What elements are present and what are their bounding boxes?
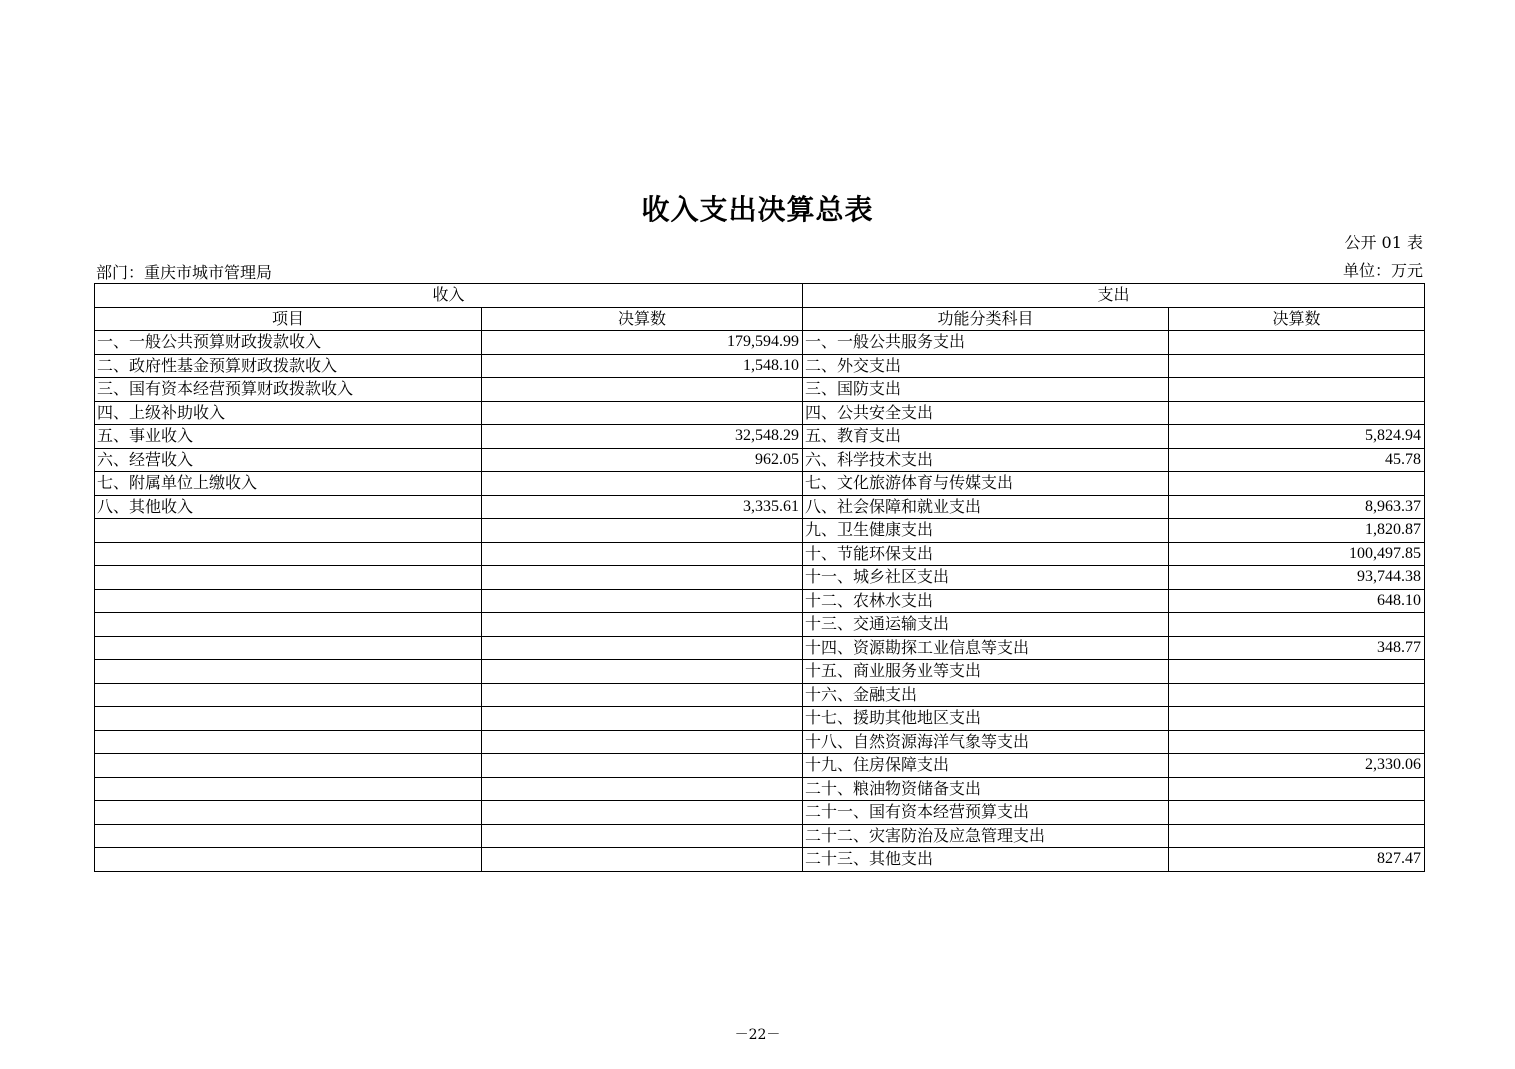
table-row — [95, 331, 1425, 355]
table-row — [95, 495, 1425, 519]
expense-amount-cell — [1169, 730, 1425, 754]
income-amount-cell — [482, 777, 803, 801]
income-amount-cell: 32,548.29 — [482, 425, 803, 449]
income-item-cell — [95, 683, 482, 707]
table-row — [95, 354, 1425, 378]
col-header-amount: 决算数 — [482, 307, 803, 331]
income-amount-cell — [482, 378, 803, 402]
income-item-cell: 八、其他收入 — [95, 495, 482, 519]
expense-item-cell: 二十、粮油物资储备支出 — [803, 777, 1169, 801]
expense-amount-cell: 348.77 — [1169, 636, 1425, 660]
expense-amount-cell — [1169, 683, 1425, 707]
income-amount-cell — [482, 636, 803, 660]
income-item-cell: 二、政府性基金预算财政拨款收入 — [95, 354, 482, 378]
table-row — [95, 401, 1425, 425]
income-amount-cell — [482, 519, 803, 543]
table-row — [95, 519, 1425, 543]
table-row — [95, 566, 1425, 590]
table-row — [95, 472, 1425, 496]
income-group-header: 收入 — [95, 284, 803, 308]
col-header-item: 项目 — [95, 307, 482, 331]
income-item-cell: 四、上级补助收入 — [95, 401, 482, 425]
table-row — [95, 660, 1425, 684]
expense-amount-cell — [1169, 401, 1425, 425]
income-amount-cell — [482, 472, 803, 496]
expense-item-cell: 二十三、其他支出 — [803, 848, 1169, 872]
income-amount-cell: 1,548.10 — [482, 354, 803, 378]
income-amount-cell — [482, 660, 803, 684]
expense-item-cell: 十一、城乡社区支出 — [803, 566, 1169, 590]
expense-item-cell: 五、教育支出 — [803, 425, 1169, 449]
table-row — [95, 636, 1425, 660]
expense-item-cell: 二十一、国有资本经营预算支出 — [803, 801, 1169, 825]
expense-amount-cell: 2,330.06 — [1169, 754, 1425, 778]
expense-item-cell: 三、国防支出 — [803, 378, 1169, 402]
column-header-row — [95, 307, 1425, 331]
expense-item-cell: 十八、自然资源海洋气象等支出 — [803, 730, 1169, 754]
income-item-cell: 六、经营收入 — [95, 448, 482, 472]
table-row — [95, 730, 1425, 754]
income-item-cell — [95, 566, 482, 590]
col-header-amount2: 决算数 — [1169, 307, 1425, 331]
table-row — [95, 425, 1425, 449]
table-row — [95, 683, 1425, 707]
expense-amount-cell — [1169, 354, 1425, 378]
table-row — [95, 824, 1425, 848]
income-amount-cell — [482, 754, 803, 778]
expense-amount-cell — [1169, 801, 1425, 825]
expense-amount-cell — [1169, 660, 1425, 684]
expense-amount-cell: 5,824.94 — [1169, 425, 1425, 449]
expense-item-cell: 十七、援助其他地区支出 — [803, 707, 1169, 731]
col-header-function: 功能分类科目 — [803, 307, 1169, 331]
expense-amount-cell — [1169, 707, 1425, 731]
income-amount-cell — [482, 730, 803, 754]
expense-group-header: 支出 — [803, 284, 1425, 308]
expense-amount-cell — [1169, 378, 1425, 402]
income-amount-cell — [482, 613, 803, 637]
table-row — [95, 589, 1425, 613]
income-amount-cell — [482, 401, 803, 425]
income-amount-cell: 3,335.61 — [482, 495, 803, 519]
expense-item-cell: 二十二、灾害防治及应急管理支出 — [803, 824, 1169, 848]
income-item-cell — [95, 777, 482, 801]
expense-item-cell: 四、公共安全支出 — [803, 401, 1169, 425]
income-amount-cell — [482, 589, 803, 613]
expense-item-cell: 十二、农林水支出 — [803, 589, 1169, 613]
expense-amount-cell: 648.10 — [1169, 589, 1425, 613]
income-item-cell — [95, 730, 482, 754]
expense-item-cell: 九、卫生健康支出 — [803, 519, 1169, 543]
income-amount-cell — [482, 707, 803, 731]
income-amount-cell: 179,594.99 — [482, 331, 803, 355]
income-amount-cell — [482, 542, 803, 566]
group-header-row — [95, 284, 1425, 308]
expense-amount-cell — [1169, 331, 1425, 355]
expense-amount-cell — [1169, 777, 1425, 801]
unit-label: 单位：万元 — [1342, 261, 1423, 280]
expense-amount-cell — [1169, 613, 1425, 637]
income-item-cell — [95, 519, 482, 543]
page-number: －22－ — [734, 1027, 781, 1043]
table-row — [95, 613, 1425, 637]
income-item-cell — [95, 754, 482, 778]
department-label: 部门：重庆市城市管理局 — [96, 263, 273, 282]
table-row — [95, 707, 1425, 731]
table-row — [95, 848, 1425, 872]
income-item-cell: 三、国有资本经营预算财政拨款收入 — [95, 378, 482, 402]
expense-item-cell: 六、科学技术支出 — [803, 448, 1169, 472]
income-amount-cell — [482, 566, 803, 590]
expense-item-cell: 十九、住房保障支出 — [803, 754, 1169, 778]
table-row — [95, 754, 1425, 778]
expense-item-cell: 二、外交支出 — [803, 354, 1169, 378]
expense-amount-cell: 827.47 — [1169, 848, 1425, 872]
expense-item-cell: 十四、资源勘探工业信息等支出 — [803, 636, 1169, 660]
income-amount-cell: 962.05 — [482, 448, 803, 472]
expense-item-cell: 十五、商业服务业等支出 — [803, 660, 1169, 684]
expense-amount-cell: 93,744.38 — [1169, 566, 1425, 590]
income-item-cell — [95, 636, 482, 660]
expense-item-cell: 十三、交通运输支出 — [803, 613, 1169, 637]
income-item-cell — [95, 824, 482, 848]
expense-item-cell: 八、社会保障和就业支出 — [803, 495, 1169, 519]
expense-amount-cell: 1,820.87 — [1169, 519, 1425, 543]
form-number: 公开 01 表 — [1344, 233, 1423, 252]
income-amount-cell — [482, 824, 803, 848]
table-row — [95, 378, 1425, 402]
income-item-cell: 五、事业收入 — [95, 425, 482, 449]
income-item-cell — [95, 848, 482, 872]
income-amount-cell — [482, 848, 803, 872]
expense-item-cell: 十六、金融支出 — [803, 683, 1169, 707]
income-amount-cell — [482, 801, 803, 825]
income-item-cell: 一、一般公共预算财政拨款收入 — [95, 331, 482, 355]
income-item-cell — [95, 613, 482, 637]
income-item-cell — [95, 707, 482, 731]
table-row — [95, 801, 1425, 825]
expense-amount-cell — [1169, 472, 1425, 496]
page-title: 收入支出决算总表 — [641, 193, 874, 226]
expense-item-cell: 十、节能环保支出 — [803, 542, 1169, 566]
expense-amount-cell: 100,497.85 — [1169, 542, 1425, 566]
income-item-cell — [95, 660, 482, 684]
expense-amount-cell: 8,963.37 — [1169, 495, 1425, 519]
expense-amount-cell: 45.78 — [1169, 448, 1425, 472]
expense-item-cell: 七、文化旅游体育与传媒支出 — [803, 472, 1169, 496]
table-row — [95, 777, 1425, 801]
income-item-cell — [95, 801, 482, 825]
income-amount-cell — [482, 683, 803, 707]
table-row — [95, 448, 1425, 472]
expense-item-cell: 一、一般公共服务支出 — [803, 331, 1169, 355]
income-expense-table — [94, 283, 1425, 872]
table-row — [95, 542, 1425, 566]
income-item-cell: 七、附属单位上缴收入 — [95, 472, 482, 496]
income-item-cell — [95, 589, 482, 613]
expense-amount-cell — [1169, 824, 1425, 848]
income-item-cell — [95, 542, 482, 566]
